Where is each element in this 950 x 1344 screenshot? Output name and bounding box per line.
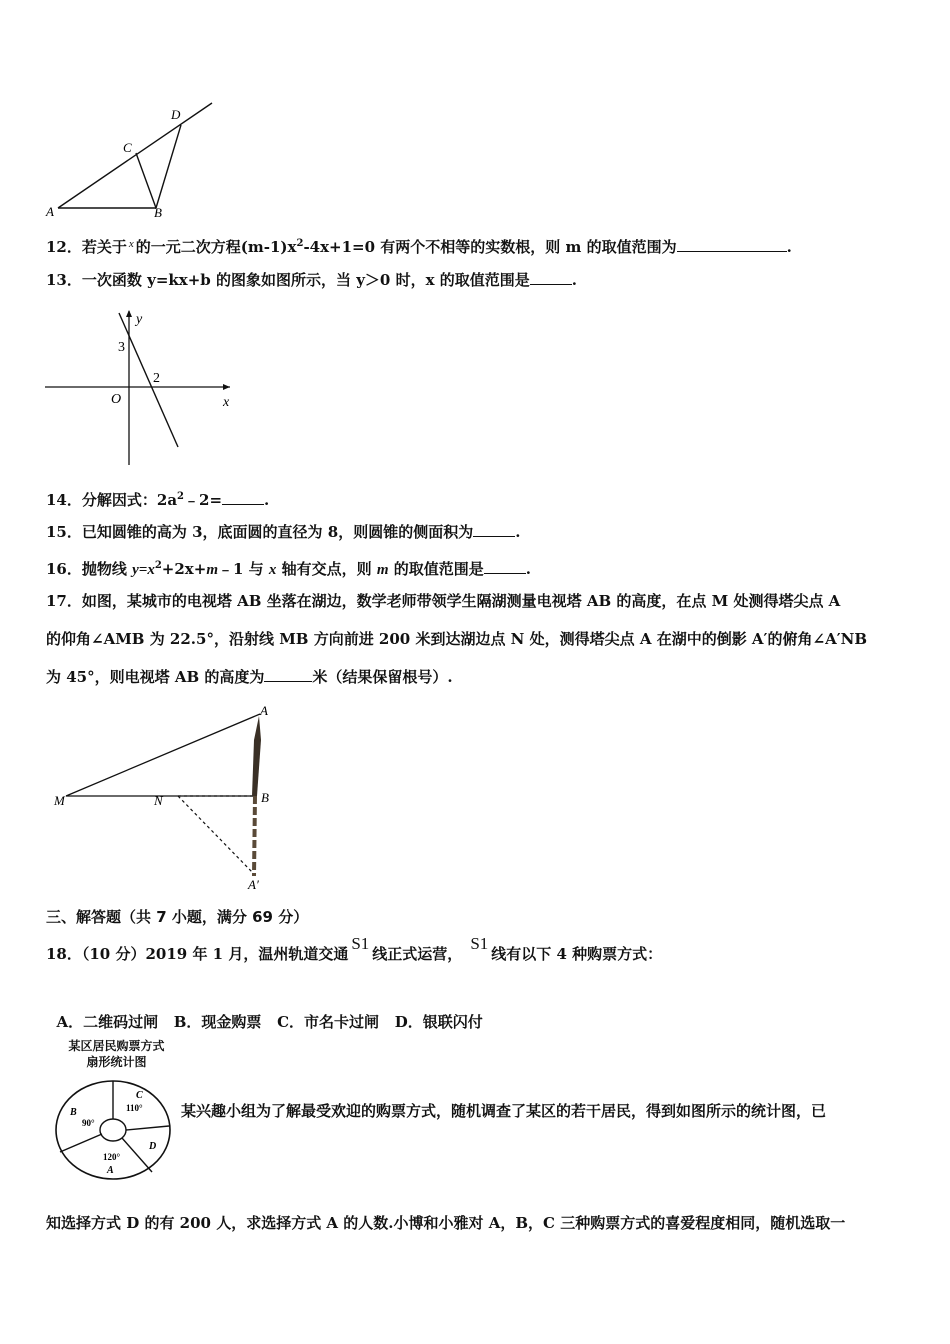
question-18: [46, 934, 663, 964]
q16-var-m2: m: [376, 562, 389, 578]
graph-y-intercept: 3: [118, 340, 125, 355]
question-18-options: [46, 992, 483, 1032]
triangle-label-b: B: [154, 205, 162, 220]
q14-sup: 2: [177, 491, 185, 502]
q15-blank[interactable]: [473, 522, 515, 537]
q12-sup: 2: [296, 238, 304, 249]
q17-line-1: 如图，某城市的电视塔 AB 坐落在湖边，数学老师带领学生隔湖测量电视塔 AB 的高度，在点 M 处测得塔尖点 A: [81, 592, 841, 610]
q18-text-2: 线正式运营，: [372, 945, 463, 963]
q16-sup: 2: [154, 560, 162, 571]
pie-label-a: A: [107, 1165, 114, 1176]
q18-para-1: 某兴趣小组为了解最受欢迎的购票方式，随机调查了某区的若干居民，得到如图所示的统计图，已: [181, 1102, 827, 1120]
q14-number: 14．: [46, 491, 82, 509]
graph-axis-x: x: [223, 395, 230, 410]
q18-text-1: （10 分）2019 年 1 月，温州轨道交通: [81, 945, 349, 963]
q16-text-5: 的取值范围是: [388, 560, 484, 578]
q12-text-3: -4x+1=0 有两个不相等的实数根，则 m 的取值范围为: [303, 238, 677, 256]
q15-text: 已知圆锥的高为 3，底面圆的直径为 8，则圆锥的侧面积为: [81, 523, 474, 541]
q17-number: 17．: [46, 592, 82, 610]
q18-paragraph-2: [46, 1213, 845, 1233]
tower-figure: [50, 700, 290, 895]
q18-number: 18．: [46, 945, 82, 963]
pie-angle-a: 120°: [103, 1152, 121, 1162]
q16-text-2: +2x+: [161, 560, 207, 578]
q14-text: 分解因式：2a: [81, 491, 178, 509]
pie-label-c: C: [136, 1090, 143, 1101]
pie-title-1: 某区居民购票方式: [68, 1039, 165, 1053]
pie-chart: [50, 1070, 180, 1185]
q17-line-2: 的仰角∠AMB 为 22.5°，沿射线 MB 方向前进 200 米到达湖边点 N 处，测得塔尖点 A 在湖中的倒影 A′的俯角∠A′NB: [46, 630, 868, 648]
q18-options: A．二维码过闸 B．现金购票 C．市名卡过闸 D．银联闪付: [56, 1013, 483, 1031]
tower-label-a: A: [260, 703, 268, 718]
q12-end: .: [786, 238, 792, 256]
q15-end: .: [515, 523, 521, 541]
tower-label-n: N: [154, 793, 163, 808]
question-12: [46, 234, 792, 259]
q16-var-x: x: [268, 562, 277, 578]
tower-label-b: B: [261, 790, 269, 805]
q12-number: 12．: [46, 238, 82, 256]
question-16: [46, 556, 531, 580]
q18-para-2: 知选择方式 D 的有 200 人，求选择方式 A 的人数.小博和小雅对 A，B，C 三种购票方式的喜爱程度相同，随机选取一: [46, 1214, 846, 1232]
q14-text-2: ﹣2=: [184, 491, 223, 509]
q16-var-m: m: [206, 562, 218, 578]
q13-end: .: [571, 271, 577, 289]
q12-text-2: 的一元二次方程(m-1)x: [135, 238, 297, 256]
q16-blank[interactable]: [484, 559, 526, 574]
question-17-line-3: [46, 667, 453, 687]
q16-text-3: ﹣1 与: [218, 560, 269, 578]
pie-title-2: 扇形统计图: [86, 1055, 147, 1069]
q13-text: 一次函数 y=kx+b 的图象如图所示，当 y＞0 时，x 的取值范围是: [81, 271, 530, 289]
question-14: [46, 487, 269, 510]
q17-line-3a: 为 45°，则电视塔 AB 的高度为: [46, 668, 265, 686]
q17-blank[interactable]: [264, 667, 312, 682]
q16-expr: y=x: [132, 562, 155, 578]
triangle-figure: [40, 95, 230, 220]
question-17-line-1: [46, 591, 840, 611]
pie-angle-c: 110°: [126, 1103, 143, 1113]
question-17-line-2: [46, 629, 867, 649]
q16-end: .: [525, 560, 531, 578]
function-line: [119, 313, 178, 447]
section-3-title: [46, 907, 308, 927]
linear-graph-figure: [40, 305, 240, 470]
pie-angle-b: 90°: [82, 1118, 95, 1128]
q16-text-1: 抛物线: [81, 560, 133, 578]
q13-blank[interactable]: [530, 270, 572, 285]
q18-text-3: 线有以下 4 种购票方式：: [491, 945, 663, 963]
q18-paragraph-1: [181, 1101, 826, 1121]
graph-origin: O: [111, 392, 122, 407]
q15-number: 15．: [46, 523, 82, 541]
graph-x-intercept: 2: [153, 371, 160, 386]
pie-label-b: B: [70, 1107, 77, 1118]
graph-axis-y: y: [136, 312, 143, 327]
q18-s1-a: S1: [351, 934, 370, 953]
q16-number: 16．: [46, 560, 82, 578]
q14-blank[interactable]: [222, 490, 264, 505]
question-13: [46, 270, 577, 290]
q18-s1-b: S1: [470, 934, 489, 953]
tower-label-m: M: [54, 793, 65, 808]
triangle-label-c: C: [123, 140, 132, 155]
question-15: [46, 522, 520, 542]
q14-end: .: [264, 491, 270, 509]
triangle-label-a: A: [46, 204, 54, 219]
q12-var-x: x: [128, 238, 134, 250]
q17-line-3b: 米（结果保留根号）.: [312, 668, 453, 686]
triangle-label-d: D: [171, 107, 181, 122]
q12-text-1: 若关于: [81, 238, 127, 256]
q16-text-4: 轴有交点，则: [276, 560, 377, 578]
tower-shape: [252, 716, 261, 796]
pie-label-d: D: [149, 1141, 157, 1152]
q12-blank[interactable]: [677, 237, 787, 252]
q13-number: 13．: [46, 271, 82, 289]
pie-chart-title: [54, 1038, 179, 1070]
tower-label-a-prime: A′: [248, 877, 259, 892]
section-3-text: 三、解答题（共 7 小题，满分 69 分）: [46, 908, 309, 926]
